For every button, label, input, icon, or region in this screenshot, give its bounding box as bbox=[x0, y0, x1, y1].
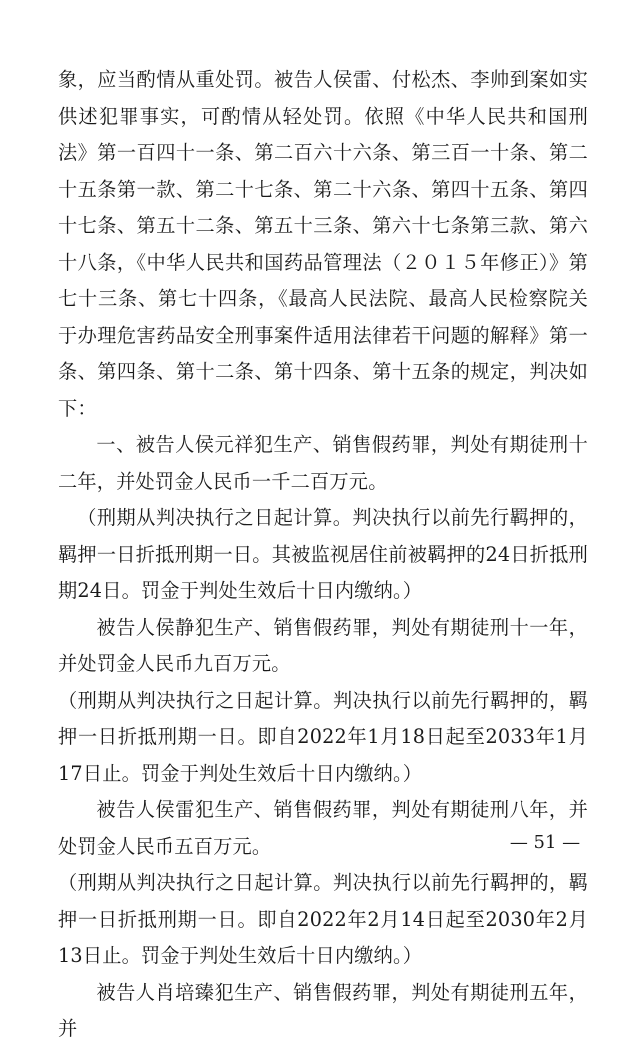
paragraph-term-note-hou-yuanxiang: （刑期从判决执行之日起计算。判决执行以前先行羁押的，羁押一日折抵刑期一日。其被监视居住前被羁押的24日折抵刑期24日。罚金于判处生效后十日内缴纳。） bbox=[58, 506, 588, 602]
paragraph-term-note-hou-jing: （刑期从判决执行之日起计算。判决执行以前先行羁押的，羁押一日折抵刑期一日。即自2022年1月18日起至2033年1月17日止。罚金于判处生效后十日内缴纳。） bbox=[58, 688, 588, 785]
document-body bbox=[58, 62, 588, 1048]
paragraph-verdict-hou-lei: 被告人侯雷犯生产、销售假药罪，判处有期徒刑八年，并处罚金人民币五百万元。 bbox=[58, 798, 588, 858]
page-number: — 51 — bbox=[509, 832, 581, 853]
paragraph-verdict-hou-jing: 被告人侯静犯生产、销售假药罪，判处有期徒刑十一年，并处罚金人民币九百万元。 bbox=[58, 615, 588, 675]
paragraph-verdict-xiao-peizhen: 被告人肖培臻犯生产、销售假药罪，判处有期徒刑五年，并 bbox=[58, 980, 588, 1040]
paragraph-term-note-hou-lei: （刑期从判决执行之日起计算。判决执行以前先行羁押的，羁押一日折抵刑期一日。即自2022年2月14日起至2030年2月13日止。罚金于判处生效后十日内缴纳。） bbox=[58, 871, 588, 967]
paragraph-sentencing-basis: 象，应当酌情从重处罚。被告人侯雷、付松杰、李帅到案如实供述犯罪事实，可酌情从轻处罚。依照《中华人民共和国刑法》第一百四十一条、第二百六十六条、第三百一十条、第二十五条第一款、第二十七条、第二十六条、第四十五条、第四十七条、第五十二条、第五十三条、第六十七条第三款、第六十八条，《中华人民共和国药品管理法（２０１５年修正）》第七十三条、第七十四条，《最高人民法院、最高人民检察院关于办理危害药品安全刑事案件适用法律若干问题的解释》第一条、第四条、第十二条、第十四条、第十五条的规定，判决如下： bbox=[58, 68, 588, 420]
paragraph-verdict-hou-yuanxiang: 一、被告人侯元祥犯生产、销售假药罪，判处有期徒刑十二年，并处罚金人民币一千二百万元。 bbox=[58, 433, 588, 493]
